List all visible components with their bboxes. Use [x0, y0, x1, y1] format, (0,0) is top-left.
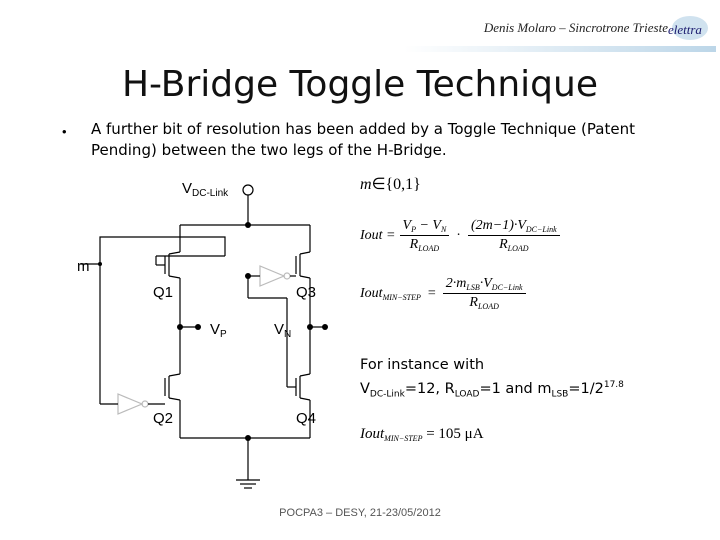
vp-terminal: [195, 324, 201, 330]
equation-m-set: m∈{0,1}: [360, 176, 421, 193]
inverter-bottom: [118, 394, 148, 414]
instance-line-1: For instance with: [360, 357, 485, 373]
q1-label: Q1: [153, 284, 174, 301]
q1-transistor: [156, 252, 225, 278]
vdc-terminal: [243, 185, 253, 195]
bullet-text: A further bit of resolution has been added by a Toggle Technique (Patent Pending) between the two legs of the H-Bridge.: [91, 120, 635, 159]
instance-line-2: $V_{DC-Link}=12$, $R_{LOAD}=1$ and $m_{LSB}=1/2^{17.8}$: [360, 380, 624, 400]
equation-iout: Iout = $\frac{V_P - V_N}{R_{LOAD}}$ · $\frac{(2m-1)\cdot V_{DC-Link}}{R_{LOAD}}$: [360, 218, 560, 253]
q3-transistor: [296, 252, 310, 278]
slide-title: H-Bridge Toggle Technique: [121, 64, 599, 105]
q2-transistor: [165, 374, 180, 400]
header-author: Denis Molaro – Sincrotrone Trieste: [483, 20, 668, 35]
vp-label: $V_P$: [210, 321, 227, 340]
vn-label: $V_N$: [274, 321, 292, 340]
footer-text: POCPA3 – DESY, 21-23/05/2012: [279, 507, 441, 519]
junction-top: [245, 222, 251, 228]
q2-label: Q2: [153, 410, 174, 427]
h-bridge-circuit-diagram: [60, 174, 350, 500]
equation-iout-min-step: Iout$_{MIN-STEP}$ = $\frac{2\cdot m_{LSB}\cdot V_{DC-Link}}{R_{LOAD}}$: [360, 276, 526, 311]
m-label: m: [77, 258, 90, 275]
vdc-label: $V_{DC-Link}$: [182, 180, 229, 199]
inverter-top: [260, 266, 290, 286]
junction-bottom: [245, 435, 251, 441]
elettra-logo: [666, 12, 710, 46]
logo-text: elettra: [668, 22, 702, 37]
vp-node: [177, 324, 183, 330]
vn-terminal: [322, 324, 328, 330]
instance-text: [360, 355, 624, 405]
header-bar: [404, 46, 716, 52]
bullet-marker: •: [62, 124, 67, 139]
vn-node: [307, 324, 313, 330]
q4-label: Q4: [296, 410, 317, 427]
junction-m: [98, 262, 102, 266]
q3-label: Q3: [296, 284, 317, 301]
junction-gate: [245, 273, 251, 279]
equation-result: Iout$_{MIN-STEP}$ = 105 μA: [360, 426, 484, 443]
